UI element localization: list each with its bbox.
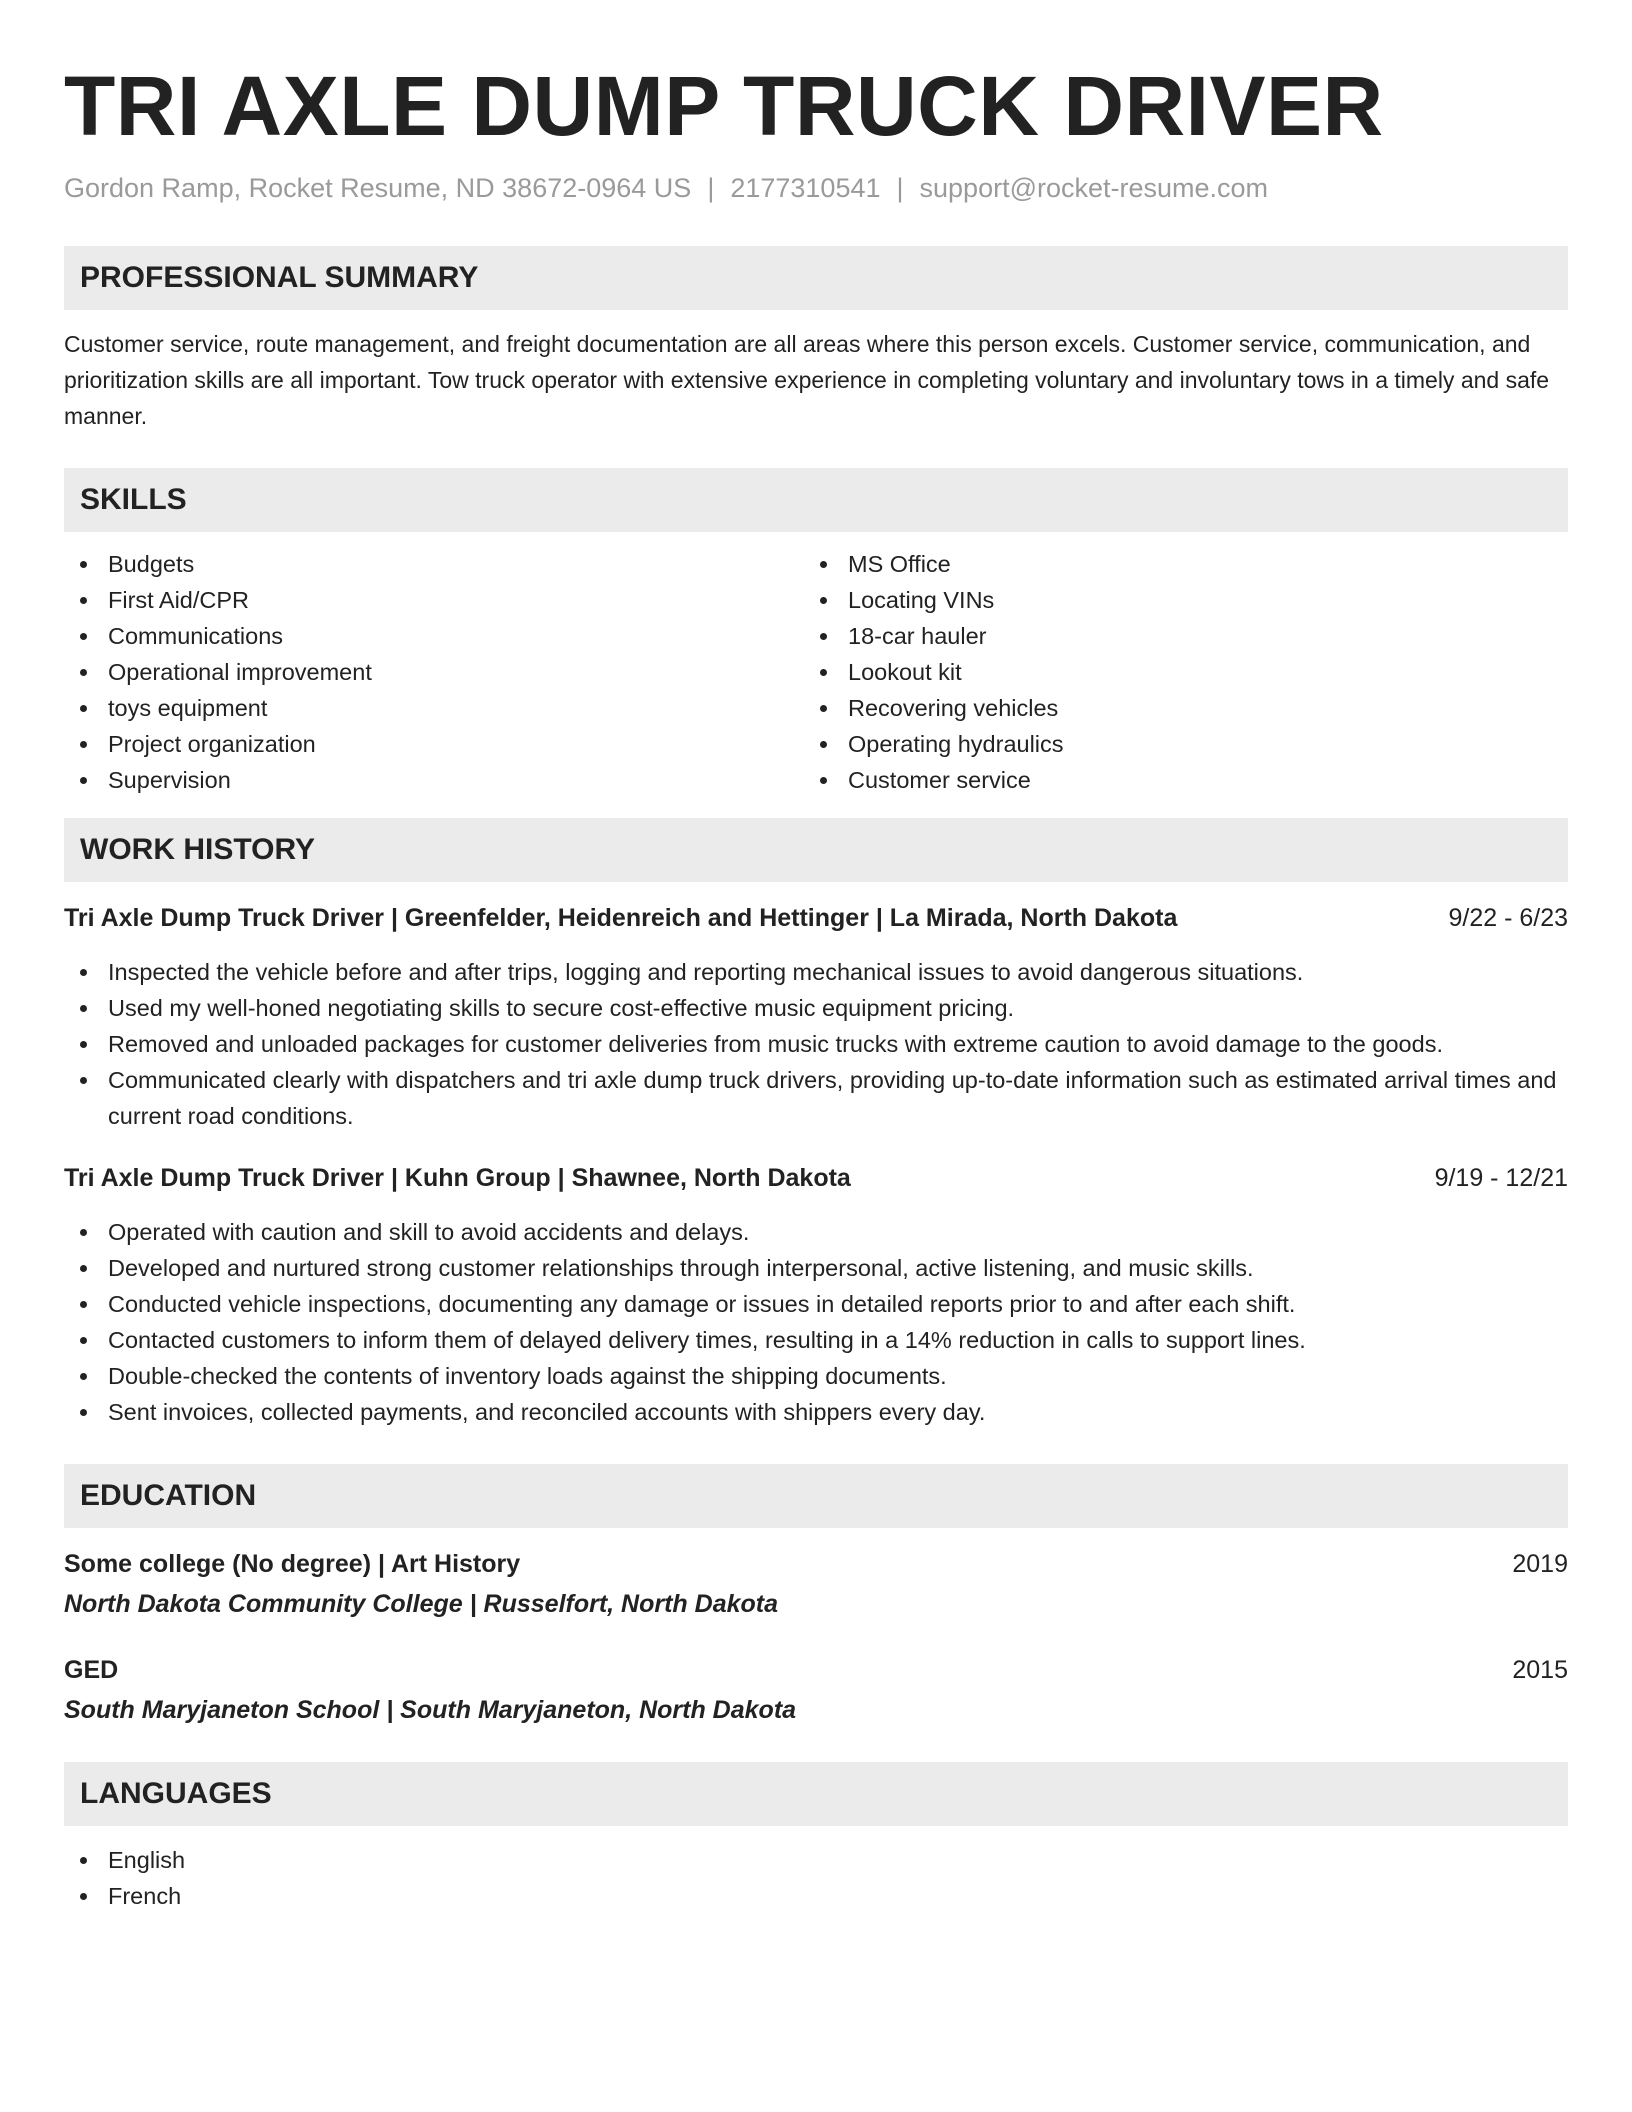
language-item: English (64, 1842, 1568, 1878)
skill-item: 18-car hauler (804, 618, 1544, 654)
education-entry (64, 1652, 1568, 1728)
work-history-heading: WORK HISTORY (64, 818, 1568, 882)
language-item: French (64, 1878, 1568, 1914)
job-bullets (64, 1214, 1568, 1430)
languages-heading: LANGUAGES (64, 1762, 1568, 1826)
skill-item: Locating VINs (804, 582, 1544, 618)
contact-separator: | (707, 173, 715, 203)
skill-item: Customer service (804, 762, 1544, 798)
education-year: 2019 (1512, 1550, 1568, 1578)
skills-heading: SKILLS (64, 468, 1568, 532)
education-heading: EDUCATION (64, 1464, 1568, 1528)
job-bullet: Conducted vehicle inspections, documenting any damage or issues in detailed reports prior to and after each shift. (64, 1286, 1568, 1322)
job-entry (64, 1160, 1568, 1430)
contact-separator: | (896, 173, 904, 203)
skill-item: Budgets (64, 546, 804, 582)
job-bullet: Inspected the vehicle before and after trips, logging and reporting mechanical issues to avoid dangerous situations. (64, 954, 1568, 990)
candidate-name: TRI AXLE DUMP TRUCK DRIVER (64, 59, 1384, 153)
job-bullet: Operated with caution and skill to avoid accidents and delays. (64, 1214, 1568, 1250)
contact-address: Gordon Ramp, Rocket Resume, ND 38672-0964 US (64, 173, 692, 203)
skills-column-right (804, 546, 1544, 798)
skill-item: MS Office (804, 546, 1544, 582)
summary-heading: PROFESSIONAL SUMMARY (64, 246, 1568, 310)
education-school: South Maryjaneton School | South Maryjaneton, North Dakota (64, 1696, 797, 1724)
job-bullet: Developed and nurtured strong customer relationships through interpersonal, active listening, and music skills. (64, 1250, 1568, 1286)
skill-item: First Aid/CPR (64, 582, 804, 618)
education-entry (64, 1546, 1568, 1622)
skill-item: Supervision (64, 762, 804, 798)
job-title: Tri Axle Dump Truck Driver | Kuhn Group | Shawnee, North Dakota (64, 1164, 851, 1192)
skill-item: Recovering vehicles (804, 690, 1544, 726)
skill-item: Operational improvement (64, 654, 804, 690)
skill-item: toys equipment (64, 690, 804, 726)
contact-line (64, 171, 1568, 205)
job-bullet: Communicated clearly with dispatchers and tri axle dump truck drivers, providing up-to-date information such as estimated arrival times and current road conditions. (64, 1062, 1568, 1134)
education-year: 2015 (1512, 1656, 1568, 1684)
contact-email: support@rocket-resume.com (919, 173, 1269, 203)
skill-item: Operating hydraulics (804, 726, 1544, 762)
education-header (64, 1652, 1568, 1688)
summary-text: Customer service, route management, and freight documentation are all areas where this person excels. Customer service, communication, and prioritization skills are all important. Tow truck operator with extensive experience in completing voluntary and involuntary tows in a timely and safe manner. (64, 331, 1550, 429)
job-header (64, 900, 1568, 936)
education-degree: GED (64, 1656, 119, 1684)
job-dates: 9/19 - 12/21 (1434, 1164, 1568, 1192)
job-bullets (64, 954, 1568, 1134)
education-school: North Dakota Community College | Russelfort, North Dakota (64, 1590, 779, 1618)
skills-column-left (64, 546, 804, 798)
job-header (64, 1160, 1568, 1196)
skills-list (64, 546, 1568, 798)
job-bullet: Sent invoices, collected payments, and reconciled accounts with shippers every day. (64, 1394, 1568, 1430)
job-bullet: Double-checked the contents of inventory loads against the shipping documents. (64, 1358, 1568, 1394)
job-bullet: Removed and unloaded packages for customer deliveries from music trucks with extreme caution to avoid damage to the goods. (64, 1026, 1568, 1062)
skill-item: Lookout kit (804, 654, 1544, 690)
education-header (64, 1546, 1568, 1582)
skill-item: Communications (64, 618, 804, 654)
job-title: Tri Axle Dump Truck Driver | Greenfelder, Heidenreich and Hettinger | La Mirada, North Dakota (64, 904, 1178, 932)
contact-phone: 2177310541 (730, 173, 881, 203)
skill-item: Project organization (64, 726, 804, 762)
education-degree: Some college (No degree) | Art History (64, 1550, 521, 1578)
job-bullet: Used my well-honed negotiating skills to secure cost-effective music equipment pricing. (64, 990, 1568, 1026)
job-dates: 9/22 - 6/23 (1448, 904, 1568, 932)
job-bullet: Contacted customers to inform them of delayed delivery times, resulting in a 14% reduction in calls to support lines. (64, 1322, 1568, 1358)
languages-list (64, 1842, 1568, 1914)
job-entry (64, 900, 1568, 1134)
